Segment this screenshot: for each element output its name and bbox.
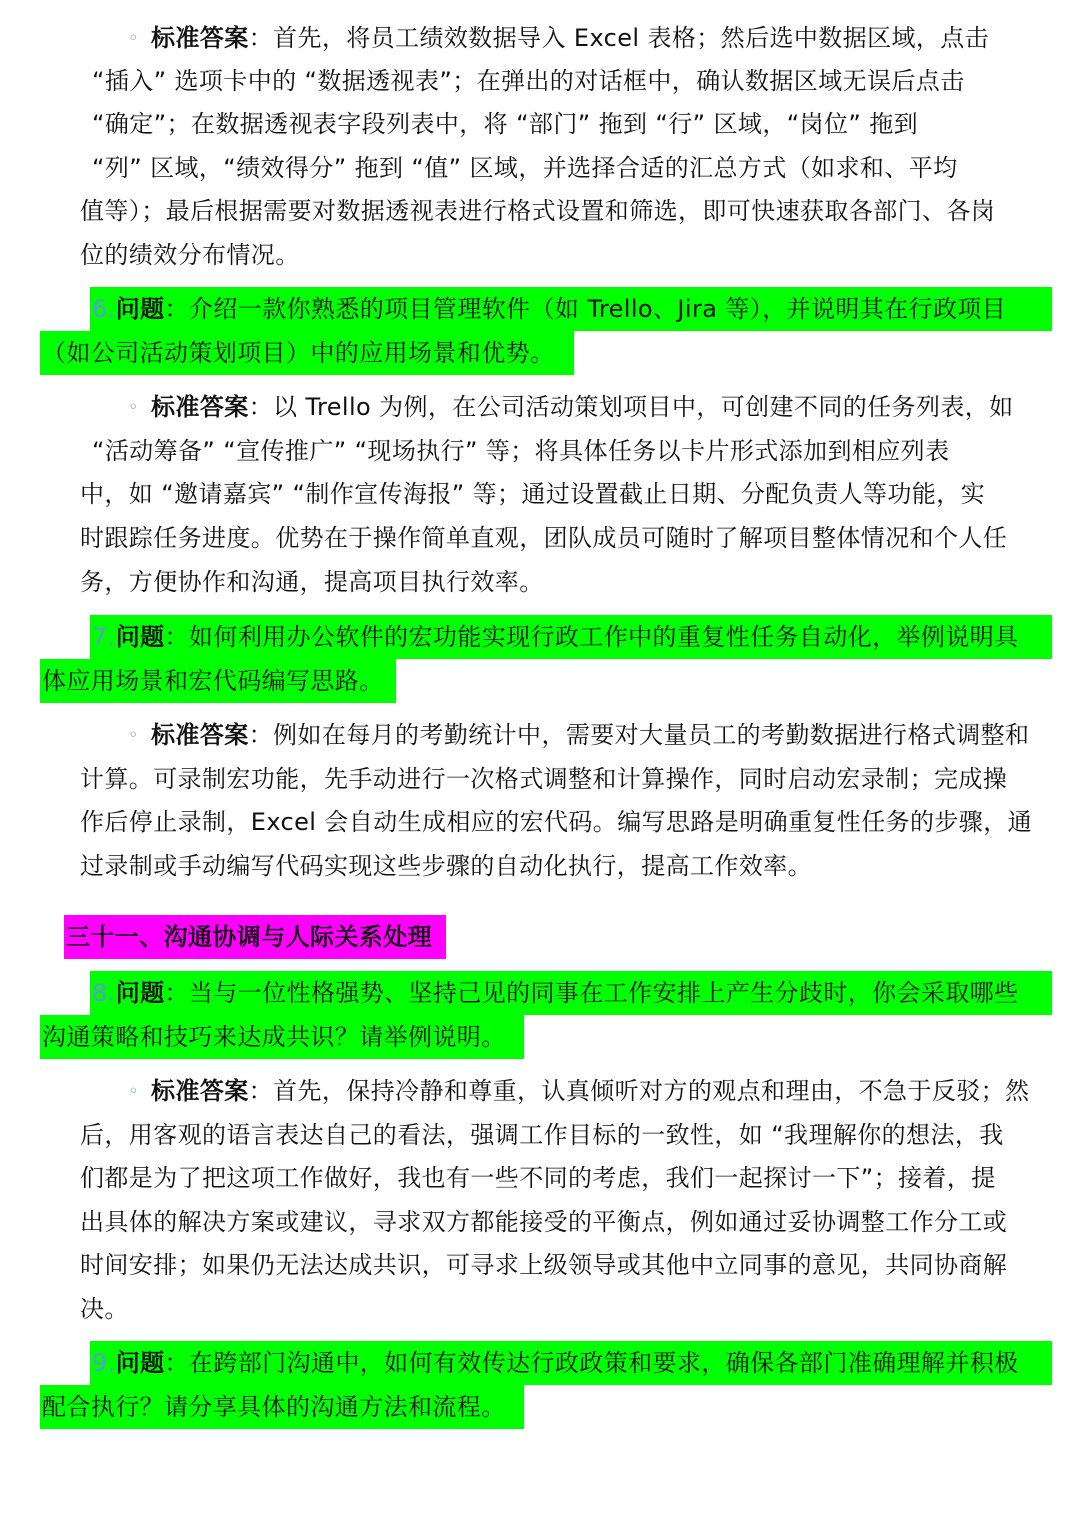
answer-6-line-4: 时跟踪任务进度。优势在于操作简单直观，团队成员可随时了解项目整体情况和个人任 — [80, 524, 1008, 552]
answer-6-line-5: 务，方便协作和沟通，提高项目执行效率。 — [80, 568, 544, 596]
question-7-line-2: 体应用场景和宏代码编写思路。 — [42, 667, 384, 695]
answer-label: 标准答案 — [151, 721, 249, 749]
bullet-icon: ◦ — [128, 397, 140, 418]
question-8-line-2: 沟通策略和技巧来达成共识？请举例说明。 — [42, 1023, 506, 1051]
bullet-icon: ◦ — [128, 1081, 140, 1102]
question-7-line-1: 7.问题：如何利用办公软件的宏功能实现行政工作中的重复性任务自动化，举例说明具 — [92, 623, 1019, 651]
question-8-line-1: 8.问题：当与一位性格强势、坚持己见的同事在工作安排上产生分歧时，你会采取哪些 — [92, 979, 1019, 1007]
answer-5-line-4: “列” 区域，“绩效得分” 拖到 “值” 区域，并选择合适的汇总方式（如求和、平均 — [92, 154, 958, 182]
answer-5-line-5: 值等）；最后根据需要对数据透视表进行格式设置和筛选，即可快速获取各部门、各岗 — [80, 197, 996, 225]
answer-8-line-6: 决。 — [80, 1295, 129, 1323]
answer-label: 标准答案 — [151, 1077, 249, 1105]
answer-8-line-3: 们都是为了把这项工作做好，我也有一些不同的考虑，我们一起探讨一下”；接着，提 — [80, 1164, 996, 1192]
answer-6-line-1: ◦ 标准答案：以 Trello 为例，在公司活动策划项目中，可创建不同的任务列表，如 — [128, 393, 1014, 421]
answer-5-line-2: “插入” 选项卡中的 “数据透视表”；在弹出的对话框中，确认数据区域无误后点击 — [92, 67, 965, 95]
answer-7-line-2: 计算。可录制宏功能，先手动进行一次格式调整和计算操作，同时启动宏录制；完成操 — [80, 765, 1008, 793]
answer-8-line-5: 时间安排；如果仍无法达成共识，可寻求上级领导或其他中立同事的意见，共同协商解 — [80, 1251, 1008, 1279]
bullet-icon: ◦ — [128, 28, 140, 49]
question-number: 7. — [92, 623, 116, 651]
question-9-line-2: 配合执行？请分享具体的沟通方法和流程。 — [42, 1393, 506, 1421]
question-9-line-1: 9.问题：在跨部门沟通中，如何有效传达行政政策和要求，确保各部门准确理解并积极 — [92, 1349, 1019, 1377]
question-label: 问题 — [115, 623, 165, 651]
answer-5-line-3: “确定”；在数据透视表字段列表中，将 “部门” 拖到 “行” 区域，“岗位” 拖到 — [92, 110, 919, 138]
answer-label: 标准答案 — [151, 24, 249, 52]
answer-7-line-4: 过录制或手动编写代码实现这些步骤的自动化执行，提高工作效率。 — [80, 852, 812, 880]
question-6-line-1: 6.问题：介绍一款你熟悉的项目管理软件（如 Trello、Jira 等），并说明其在行政项目 — [92, 295, 1007, 323]
answer-5-line-1: ◦ 标准答案：首先，将员工绩效数据导入 Excel 表格；然后选中数据区域，点击 — [128, 24, 990, 52]
answer-7-line-1: ◦ 标准答案：例如在每月的考勤统计中，需要对大量员工的考勤数据进行格式调整和 — [128, 721, 1030, 749]
bullet-icon: ◦ — [128, 725, 140, 746]
answer-7-line-3: 作后停止录制，Excel 会自动生成相应的宏代码。编写思路是明确重复性任务的步骤，通 — [80, 808, 1033, 836]
answer-8-line-4: 出具体的解决方案或建议，寻求双方都能接受的平衡点，例如通过妥协调整工作分工或 — [80, 1208, 1008, 1236]
question-label: 问题 — [115, 295, 165, 323]
answer-8-line-2: 后，用客观的语言表达自己的看法，强调工作目标的一致性，如 “我理解你的想法，我 — [80, 1121, 1004, 1149]
answer-5-line-6: 位的绩效分布情况。 — [80, 241, 300, 269]
question-number: 6. — [92, 295, 116, 323]
section-title: 三十一、沟通协调与人际关系处理 — [66, 923, 432, 951]
answer-label: 标准答案 — [151, 393, 249, 421]
answer-6-line-2: “活动筹备” “宣传推广” “现场执行” 等；将具体任务以卡片形式添加到相应列表 — [92, 437, 950, 465]
question-number: 8. — [92, 979, 116, 1007]
question-number: 9. — [92, 1349, 116, 1377]
answer-8-line-1: ◦ 标准答案：首先，保持冷静和尊重，认真倾听对方的观点和理由，不急于反驳；然 — [128, 1077, 1030, 1105]
question-label: 问题 — [115, 979, 165, 1007]
question-label: 问题 — [115, 1349, 165, 1377]
answer-6-line-3: 中，如 “邀请嘉宾” “制作宣传海报” 等；通过设置截止日期、分配负责人等功能，实 — [80, 480, 986, 508]
question-6-line-2: （如公司活动策划项目）中的应用场景和优势。 — [42, 339, 555, 367]
